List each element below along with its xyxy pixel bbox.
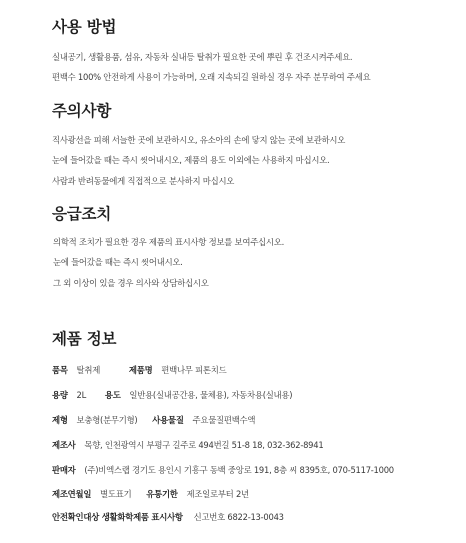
item-value: 탈취제 xyxy=(76,365,101,375)
info-row-maker xyxy=(52,439,323,451)
seller-label: 판매자 xyxy=(52,465,76,475)
mfg-date-value: 별도표기 xyxy=(100,489,132,499)
safety-value: 신고번호 6822-13-0043 xyxy=(193,512,284,522)
material-label: 사용물질 xyxy=(152,415,184,425)
seller-value: (주)비엑스랩 경기도 용인시 기흥구 동백 중앙로 191, 8층 씨 8395호, 070-5117-1000 xyxy=(84,465,394,475)
first-aid-title: 응급조치 xyxy=(52,205,112,223)
form-value: 보충형(분무기형) xyxy=(76,415,138,425)
product-info-title: 제품 정보 xyxy=(52,330,117,348)
first-aid-line-1: 의학적 조치가 필요한 경우 제품의 표시사항 정보를 보여주십시오. xyxy=(53,237,284,247)
maker-label: 제조사 xyxy=(52,440,76,450)
caution-line-2: 눈에 들어갔을 때는 즉시 씻어내시오, 제품의 용도 이외에는 사용하지 마십시오. xyxy=(52,155,330,165)
info-row-mfg xyxy=(52,488,249,500)
volume-label: 용량 xyxy=(52,390,68,400)
expiry-value: 제조일로부터 2년 xyxy=(186,489,249,499)
info-row-seller xyxy=(52,464,394,476)
info-row-item xyxy=(52,364,226,376)
expiry-label: 유통기한 xyxy=(146,489,178,499)
caution-line-1: 직사광선을 피해 서늘한 곳에 보관하시오, 유소아의 손에 닿지 않는 곳에 보관하시오 xyxy=(52,135,346,145)
form-label: 제형 xyxy=(52,415,68,425)
product-name-label: 제품명 xyxy=(128,365,153,375)
safety-label: 안전확인대상 생활화학제품 표시사항 xyxy=(52,512,183,522)
usage-line-2: 편백수 100% 안전하게 사용이 가능하며, 오래 지속되길 원하실 경우 자주 분무하여 주세요 xyxy=(52,72,371,82)
info-row-form xyxy=(52,414,255,426)
caution-line-3: 사람과 반려동물에게 직접적으로 분사하지 마십시오 xyxy=(52,176,235,186)
first-aid-line-2: 눈에 들어갔을 때는 즉시 씻어내시오. xyxy=(53,257,183,267)
use-value: 일반용(실내공간용, 물체용), 자동차용(실내용) xyxy=(129,390,293,400)
first-aid-line-3: 그 외 이상이 있을 경우 의사와 상담하십시오 xyxy=(53,278,209,288)
usage-title: 사용 방법 xyxy=(52,18,117,36)
volume-value: 2L xyxy=(76,390,87,400)
info-row-volume xyxy=(52,389,292,401)
item-label: 품목 xyxy=(52,365,68,375)
maker-value: 목향, 인천광역시 부평구 길주로 494번길 51-8 18, 032-362-8941 xyxy=(84,440,324,450)
product-name-value: 편백나무 피톤치드 xyxy=(161,365,227,375)
mfg-date-label: 제조연월일 xyxy=(52,489,92,499)
material-value: 주요물질편백수액 xyxy=(192,415,256,425)
use-label: 용도 xyxy=(104,390,121,400)
info-row-safety xyxy=(52,511,284,523)
caution-title: 주의사항 xyxy=(52,102,112,120)
usage-line-1: 실내공기, 생활용품, 섬유, 자동차 실내등 탈취가 필요한 곳에 뿌린 후 건조시켜주세요. xyxy=(52,52,353,62)
